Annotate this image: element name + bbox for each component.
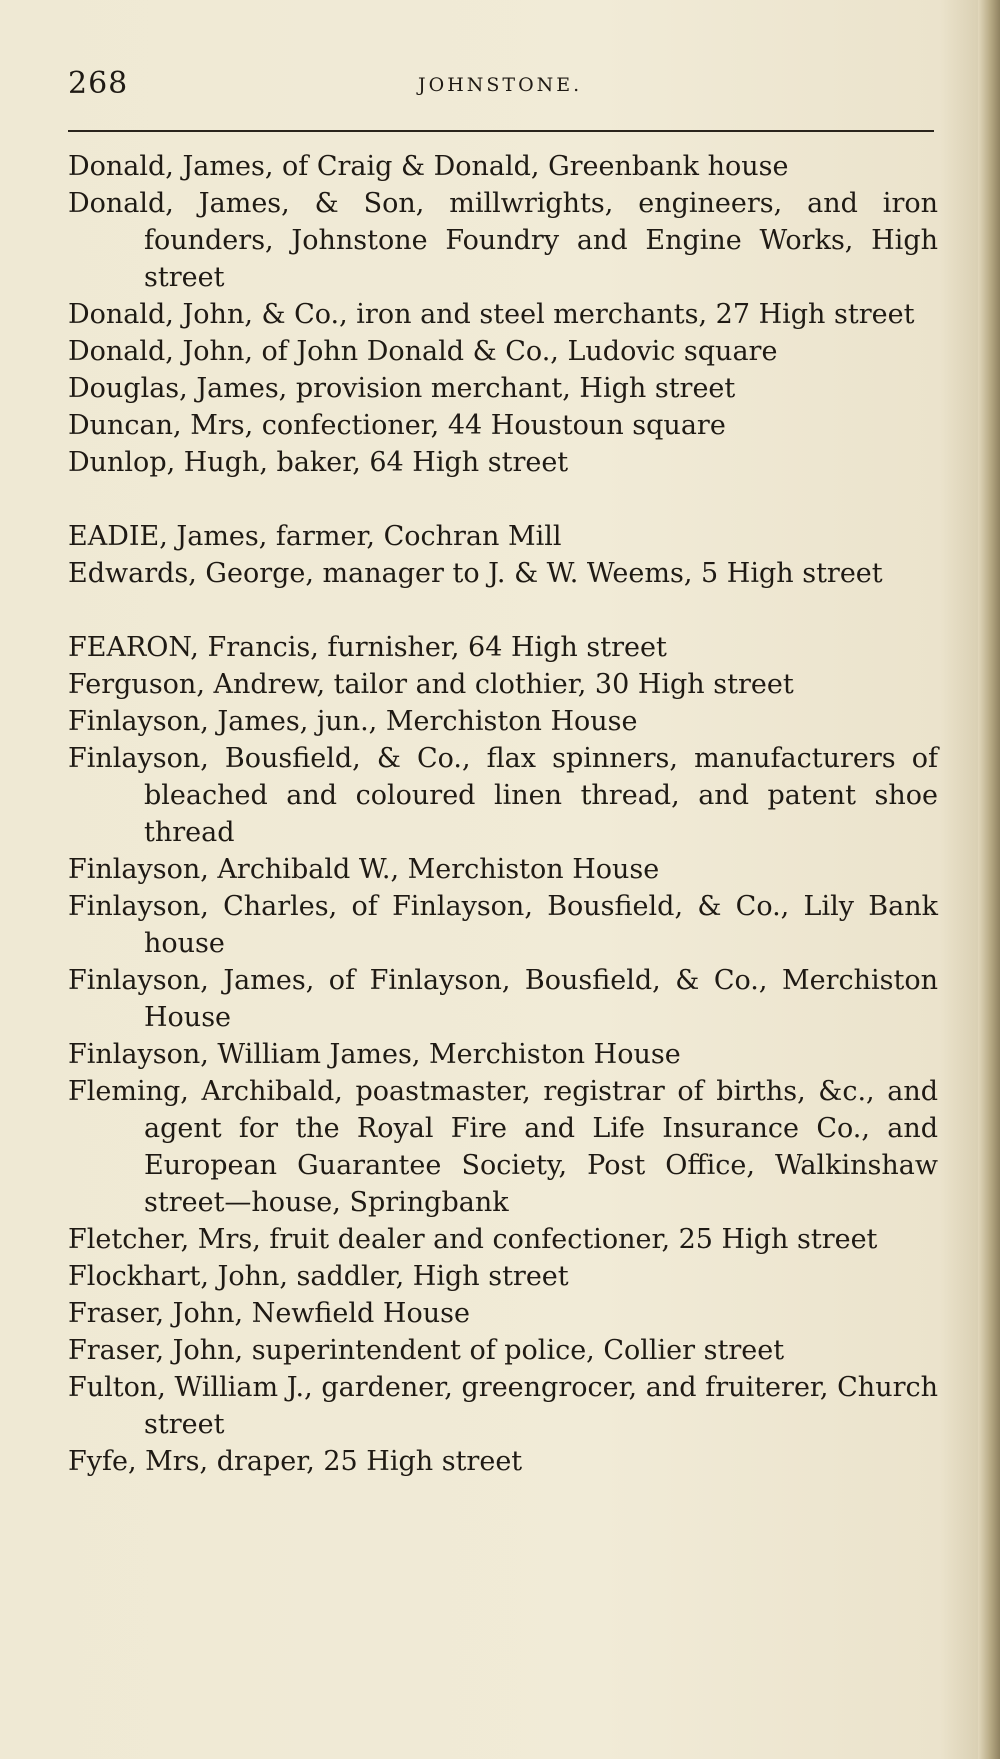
directory-entry: Donald, John, & Co., iron and steel merchants, 27 High street [68, 299, 915, 330]
page-number: 268 [68, 66, 129, 101]
directory-entry: Finlayson, William James, Merchiston House [68, 1039, 681, 1070]
directory-entry: Donald, John, of John Donald & Co., Ludovic square [68, 336, 778, 367]
directory-entry: Douglas, James, provision merchant, High street [68, 373, 736, 404]
directory-entry: Edwards, George, manager to J. & W. Weems, 5 High street [68, 558, 883, 589]
directory-entry: Fraser, John, superintendent of police, Collier street [68, 1335, 785, 1366]
directory-entry: Fulton, William J., gardener, greengrocer, and fruiterer, Church street [68, 1372, 938, 1440]
directory-entry: Fleming, Archibald, poastmaster, registrar of births, &c., and agent for the Royal Fire and Life Insurance Co., and European Guarantee Society, Post Office, Walkinshaw street—house, Springbank [68, 1076, 938, 1218]
directory-entry: Dunlop, Hugh, baker, 64 High street [68, 447, 569, 478]
page-gutter-edge [978, 0, 1000, 1759]
directory-entry: Finlayson, James, jun., Merchiston House [68, 706, 638, 737]
directory-entry: Fletcher, Mrs, fruit dealer and confectioner, 25 High street [68, 1224, 878, 1255]
directory-entry: Duncan, Mrs, confectioner, 44 Houstoun square [68, 410, 726, 441]
directory-entry: Ferguson, Andrew, tailor and clothier, 30 High street [68, 669, 794, 700]
directory-entry: Donald, James, of Craig & Donald, Greenbank house [68, 151, 789, 182]
directory-entries [68, 148, 938, 1480]
directory-entry: EADIE, James, farmer, Cochran Mill [68, 521, 562, 552]
directory-entry: Finlayson, Charles, of Finlayson, Bousfield, & Co., Lily Bank house [68, 891, 938, 959]
directory-entry: Finlayson, Archibald W., Merchiston House [68, 854, 660, 885]
header-rule [68, 130, 934, 132]
directory-entry: FEARON, Francis, furnisher, 64 High street [68, 632, 667, 663]
directory-entry: Donald, James, & Son, millwrights, engineers, and iron founders, Johnstone Foundry and Engine Works, High street [68, 188, 938, 293]
directory-entry: Finlayson, James, of Finlayson, Bousfield, & Co., Merchiston House [68, 965, 938, 1033]
page-header [68, 66, 938, 106]
directory-entry: Finlayson, Bousfield, & Co., flax spinners, manufacturers of bleached and coloured linen thread, and patent shoe thread [68, 743, 938, 848]
running-head: JOHNSTONE. [418, 74, 583, 96]
directory-entry: Flockhart, John, saddler, High street [68, 1261, 569, 1292]
directory-entry: Fraser, John, Newfield House [68, 1298, 470, 1329]
directory-entry: Fyfe, Mrs, draper, 25 High street [68, 1446, 523, 1477]
